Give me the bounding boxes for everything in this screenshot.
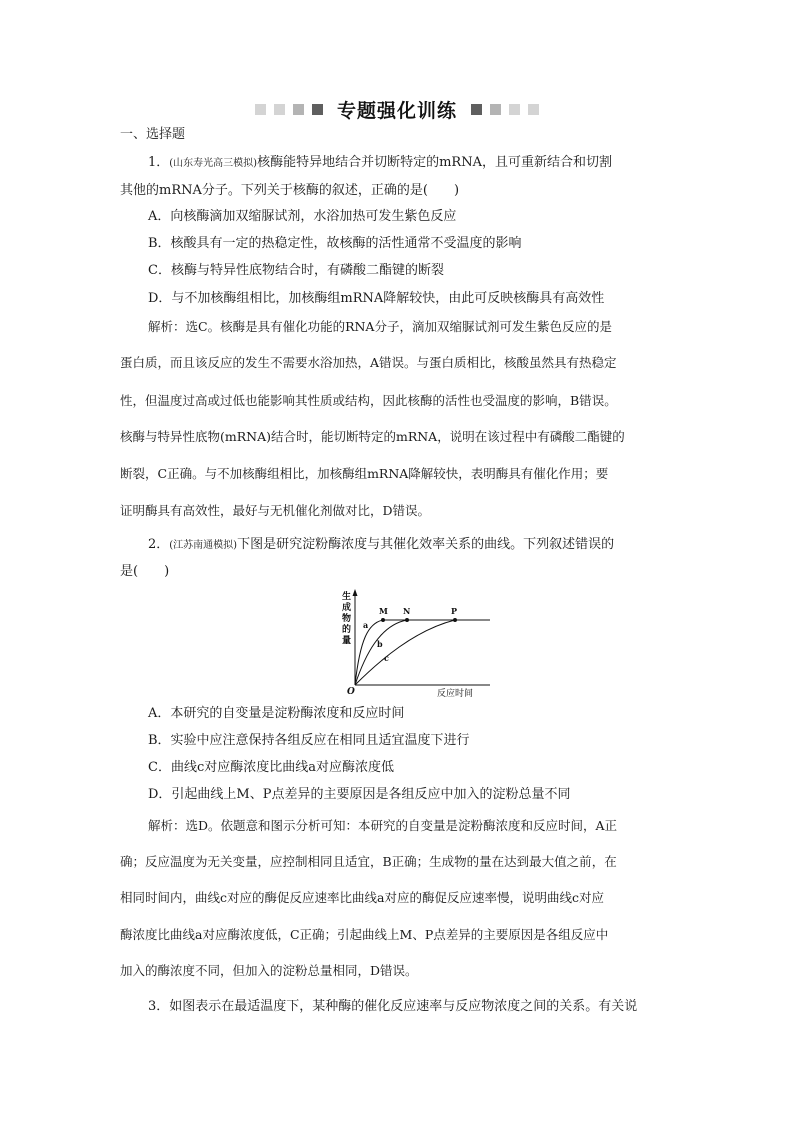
ylabel-char: 生 (342, 592, 352, 602)
q2-source: (江苏南通模拟) (169, 540, 238, 551)
ylabel-char: 的 (342, 625, 352, 635)
q3-stem-line1: 3．如图表示在最适温度下，某种酶的催化反应速率与反应物浓度之间的关系。有关说 (148, 999, 638, 1014)
decor-square-icon (255, 104, 266, 115)
point-label-n: N (403, 606, 411, 616)
q1-option-c: C．核酶与特异性底物结合时，有磷酸二酯键的断裂 (148, 263, 444, 278)
q1-explanation-line: 断裂，C正确。与不加核酶组相比，加核酶组mRNA降解较快，表明酶具有催化作用；要 (120, 466, 609, 481)
q1-explanation-line: 核酶与特异性底物(mRNA)结合时，能切断特定的mRNA，说明在该过程中有磷酸二酯键的 (120, 429, 625, 444)
y-axis-arrow-icon (353, 589, 358, 596)
q1-stem-line2: 其他的mRNA分子。下列关于核酶的叙述，正确的是( ) (120, 183, 460, 198)
curve-c (355, 620, 455, 685)
q2-option-d: D．引起曲线上M、P点差异的主要原因是各组反应中加入的淀粉总量不同 (148, 787, 571, 802)
decor-square-icon (509, 104, 520, 115)
q1-source: (山东寿光高三模拟) (169, 158, 258, 169)
decor-square-icon (274, 104, 285, 115)
q1-explanation-line: 蛋白质，而且该反应的发生不需要水浴加热，A错误。与蛋白质相比，核酸虽然具有热稳定 (120, 355, 617, 370)
decor-square-icon (490, 104, 501, 115)
ylabel-char: 物 (342, 614, 352, 624)
q2-stem-text: 下图是研究淀粉酶浓度与其催化效率关系的曲线。下列叙述错误的 (237, 537, 615, 552)
q1-explanation-line: 性，但温度过高或过低也能影响其性质或结构，因此核酶的活性也受温度的影响，B错误。 (120, 393, 617, 408)
curve-label-a: a (363, 620, 369, 630)
point-label-p: P (451, 606, 458, 616)
q2-option-b: B．实验中应注意保持各组反应在相同且适宜温度下进行 (148, 733, 470, 748)
q1-stem-line1 (148, 154, 708, 173)
decor-square-icon (312, 104, 323, 115)
point-label-m: M (379, 606, 388, 616)
q1-option-d: D．与不加核酶组相比，加核酶组mRNA降解较快，由此可反映核酶具有高效性 (148, 291, 605, 306)
q2-stem-line1 (148, 536, 708, 555)
xlabel: 反应时间 (437, 689, 474, 699)
q2-explanation-line: 加入的酶浓度不同，但加入的淀粉总量相同，D错误。 (120, 963, 418, 978)
q1-option-a: A．向核酶滴加双缩脲试剂，水浴加热可发生紫色反应 (148, 209, 457, 224)
q1-number: 1． (148, 155, 170, 170)
q1-explanation-line: 解析：选C。核酶是具有催化功能的RNA分子，滴加双缩脲试剂可发生紫色反应的是 (148, 319, 612, 334)
q1-explanation-line: 证明酶具有高效性，最好与无机催化剂做对比，D错误。 (120, 503, 431, 518)
q2-explanation-line: 确；反应温度为无关变量，应控制相同且适宜，B正确；生成物的量在达到最大值之前，在 (120, 854, 617, 869)
decor-square-icon (528, 104, 539, 115)
q2-figure (335, 585, 495, 700)
decor-square-icon (293, 104, 304, 115)
origin-label: O (347, 687, 355, 697)
q2-explanation-line: 解析：选D。依题意和图示分析可知：本研究的自变量是淀粉酶浓度和反应时间，A正 (148, 818, 618, 833)
ylabel-char: 量 (342, 636, 352, 646)
ylabel-char: 成 (342, 603, 352, 613)
curve-label-c: c (384, 653, 389, 663)
q2-stem-line2: 是( ) (120, 564, 170, 579)
q2-number: 2． (148, 537, 170, 552)
q2-explanation-line: 酶浓度比曲线a对应酶浓度低，C正确；引起曲线上M、P点差异的主要原因是各组反应中 (120, 927, 609, 942)
section-heading: 一、选择题 (120, 127, 186, 142)
q1-stem-text: 核酶能特异地结合并切断特定的mRNA，且可重新结合和切割 (257, 155, 612, 170)
q2-option-c: C．曲线c对应酶浓度比曲线a对应酶浓度低 (148, 760, 394, 775)
curve-label-b: b (377, 639, 383, 649)
point-m (381, 618, 385, 622)
q2-option-a: A．本研究的自变量是淀粉酶浓度和反应时间 (148, 706, 405, 721)
q2-explanation-line: 相同时间内，曲线c对应的酶促反应速率比曲线a对应的酶促反应速率慢，说明曲线c对应 (120, 890, 604, 905)
page-title: 专题强化训练 (336, 99, 457, 122)
point-p (453, 618, 457, 622)
q1-option-b: B．核酸具有一定的热稳定性，故核酶的活性通常不受温度的影响 (148, 236, 522, 251)
decor-square-icon (471, 104, 482, 115)
title-bar (0, 94, 794, 124)
point-n (405, 618, 409, 622)
